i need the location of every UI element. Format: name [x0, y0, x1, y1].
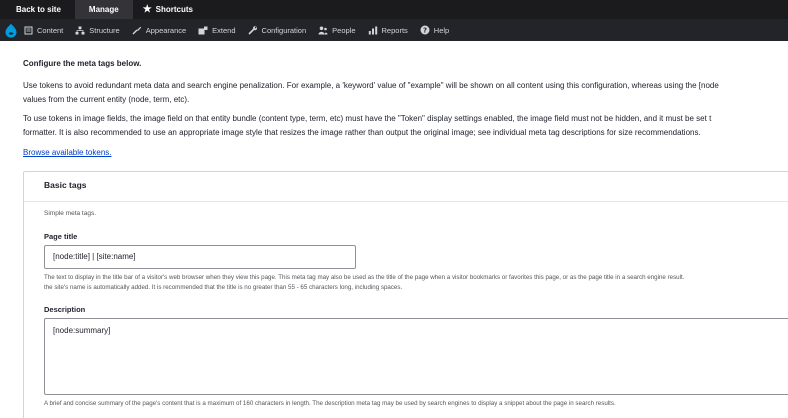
page-heading: Configure the meta tags below.	[23, 59, 142, 68]
browse-tokens-link[interactable]: Browse available tokens.	[23, 148, 112, 157]
people-icon	[318, 26, 328, 35]
menu-item-appearance[interactable]	[132, 26, 186, 35]
menu-item-people[interactable]	[318, 26, 355, 35]
appearance-icon	[132, 26, 142, 35]
drupal-logo-icon[interactable]	[1, 19, 21, 41]
menu-item-extend[interactable]	[198, 26, 235, 35]
page-title-help	[44, 273, 684, 293]
page-title-input[interactable]: [node:title] | [site:name]	[44, 245, 356, 269]
image-token-line-2: formatter. It is also recommended to use an appropriate image style that resizes the image rather than output the original image; see individual meta tag descriptions for size recommendations.	[23, 128, 701, 137]
extend-icon	[198, 26, 208, 35]
shortcuts-tab[interactable]	[133, 0, 203, 19]
basic-tags-summary[interactable]: Basic tags	[44, 180, 87, 190]
menu-item-help[interactable]	[420, 25, 449, 35]
manage-tab[interactable]	[75, 0, 133, 19]
star-icon: ★	[142, 4, 152, 15]
token-intro-paragraph	[23, 79, 719, 107]
menu-item-people-label: People	[332, 25, 356, 35]
reports-icon	[368, 26, 378, 35]
manage-label: Manage	[88, 5, 119, 14]
token-intro-line-1: Use tokens to avoid redundant meta data and search engine penalization. For example, a 'keyword' value of "example" will be shown on all content using this configuration, whereas using the [node	[23, 81, 719, 90]
shortcuts-label: Shortcuts	[155, 5, 194, 14]
menu-item-structure[interactable]	[75, 26, 119, 35]
svg-text:?: ?	[422, 26, 427, 35]
basic-tags-details	[23, 171, 788, 418]
description-help: A brief and concise summary of the page's content that is a maximum of 160 characters in length. The description meta tag may be used by search engines to display a snippet about the page in search results.	[44, 400, 616, 407]
help-icon	[420, 25, 430, 35]
structure-icon	[75, 26, 85, 35]
menu-item-configuration-label: Configuration	[261, 25, 307, 35]
basic-tags-intro: Simple meta tags.	[44, 210, 97, 217]
wrench-icon	[248, 26, 258, 35]
menu-item-help-label: Help	[433, 25, 450, 35]
menu-item-extend-label: Extend	[212, 25, 236, 35]
admin-menu-tray	[0, 19, 788, 41]
admin-toolbar	[0, 0, 788, 19]
description-label: Description	[44, 305, 86, 314]
menu-item-reports-label: Reports	[381, 25, 408, 35]
menu-item-configuration[interactable]	[248, 26, 307, 35]
token-intro-line-2: values from the current entity (node, term, etc).	[23, 95, 190, 104]
menu-item-content-label: Content	[37, 25, 64, 35]
image-token-paragraph	[23, 112, 711, 140]
back-to-site-link[interactable]	[0, 0, 75, 19]
menu-item-structure-label: Structure	[89, 25, 120, 35]
image-token-line-1: To use tokens in image fields, the image field on that entity bundle (content type, term, etc) must have the "Token" display settings enabled, the image field must not be hidden, and it must be set t	[23, 114, 712, 123]
menu-item-appearance-label: Appearance	[145, 25, 187, 35]
page-content	[0, 41, 788, 418]
content-icon	[24, 26, 33, 35]
details-divider	[24, 201, 788, 202]
page-title-help-line-2: the site's name is automatically added. It is recommended that the title is no greater than 55 - 65 characters long, including spaces.	[44, 284, 403, 291]
menu-item-content[interactable]	[24, 26, 63, 35]
menu-item-reports[interactable]	[368, 26, 408, 35]
page-title-label: Page title	[44, 232, 78, 241]
back-to-site-label: Back to site	[16, 5, 61, 14]
description-textarea[interactable]: [node:summary]	[44, 318, 788, 395]
page-title-help-line-1: The text to display in the title bar of a visitor's web browser when they view this page. This meta tag may also be used as the title of the page when a visitor bookmarks or favorites this page, or as the page title in a search engine result.	[44, 274, 685, 281]
